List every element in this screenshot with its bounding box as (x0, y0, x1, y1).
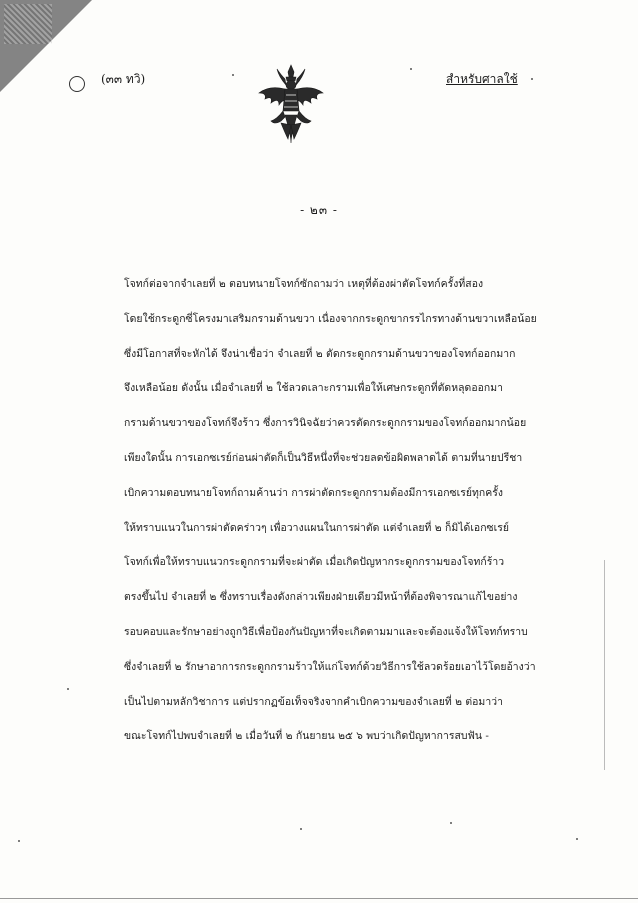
scan-margin-line (604, 560, 605, 770)
text-line: จึงเหลือน้อย ดังนั้น เมื่อจำเลยที่ ๒ ใช้ลวดเลาะกรามเพื่อให้เศษกระดูกที่ตัดหลุดออกมา (124, 382, 504, 395)
court-use-label: สำหรับศาลใช้ (446, 72, 518, 86)
page-number: - ๒๓ - (300, 203, 338, 217)
text-line: ซึ่งจำเลยที่ ๒ รักษาอาการกระดูกกรามร้าวให้แก่โจทก์ด้วยวิธีการใช้ลวดร้อยเอาไว้โดยอ้างว่า (124, 660, 536, 673)
text-line: โจทก์เพื่อให้ทราบแนวกระดูกกรามที่จะผ่าตัด เมื่อเกิดปัญหากระดูกกรามของโจทก์ร้าว (124, 556, 505, 569)
text-line: รอบคอบและรักษาอย่างถูกวิธีเพื่อป้องกันปัญหาที่จะเกิดตามมาและจะต้องแจ้งให้โจทก์ทราบ (124, 625, 528, 638)
form-code: (๓๓ ทวิ) (101, 72, 146, 86)
text-line: เป็นไปตามหลักวิชาการ แต่ปรากฏข้อเท็จจริงจากคำเบิกความของจำเลยที่ ๒ ต่อมาว่า (124, 695, 503, 708)
scan-bottom-edge (0, 898, 638, 899)
scan-speck (18, 840, 20, 842)
text-line: ตรงขึ้นไป จำเลยที่ ๒ ซึ่งทราบเรื่องดังกล่าวเพียงฝ่ายเดียวมีหน้าที่ต้องพิจารณาแก้ไขอย่าง (124, 591, 518, 604)
text-line: โจทก์ต่อจากจำเลยที่ ๒ ตอบทนายโจทก์ซักถามว่า เหตุที่ต้องผ่าตัดโจทก์ครั้งที่สอง (124, 278, 484, 290)
scan-speck (576, 838, 578, 840)
scan-corner-texture (4, 4, 52, 44)
scan-speck (450, 822, 452, 824)
scan-speck (67, 688, 69, 690)
text-line: ขณะโจทก์ไปพบจำเลยที่ ๒ เมื่อวันที่ ๒ กันยายน ๒๕ ๖ พบว่าเกิดปัญหาการสบฟัน - (124, 730, 489, 743)
text-line: ให้ทราบแนวในการผ่าตัดคร่าวๆ เพื่อวางแผนในการผ่าตัด แต่จำเลยที่ ๒ ก็มิได้เอกซเรย์ (124, 521, 510, 534)
garuda-emblem-icon (255, 63, 327, 145)
scan-speck (300, 828, 302, 830)
scan-speck (232, 74, 234, 76)
scan-speck (410, 68, 412, 70)
body-paragraph (124, 274, 537, 761)
text-line: โดยใช้กระดูกซี่โครงมาเสริมกรามด้านขวา เนื่องจากกระดูกขากรรไกรทางด้านขวาเหลือน้อย (124, 312, 537, 325)
text-line: เบิกความตอบทนายโจทก์ถามค้านว่า การผ่าตัดกระดูกกรามต้องมีการเอกซเรย์ทุกครั้ง (124, 486, 504, 499)
binder-hole (69, 76, 85, 92)
text-line: เพียงใดนั้น การเอกซเรย์ก่อนผ่าตัดก็เป็นวิธีหนึ่งที่จะช่วยลดข้อผิดพลาดได้ ตามที่นายปรีชา (124, 451, 523, 464)
text-line: กรามด้านขวาของโจทก์จึงร้าว ซึ่งการวินิจฉัยว่าควรตัดกระดูกกรามของโจทก์ออกมากน้อย (124, 417, 527, 430)
text-line: ซึ่งมีโอกาสที่จะหักได้ จึงน่าเชื่อว่า จำเลยที่ ๒ ตัดกระดูกกรามด้านขวาของโจทก์ออกมาก (124, 347, 516, 360)
scan-speck (531, 78, 533, 80)
